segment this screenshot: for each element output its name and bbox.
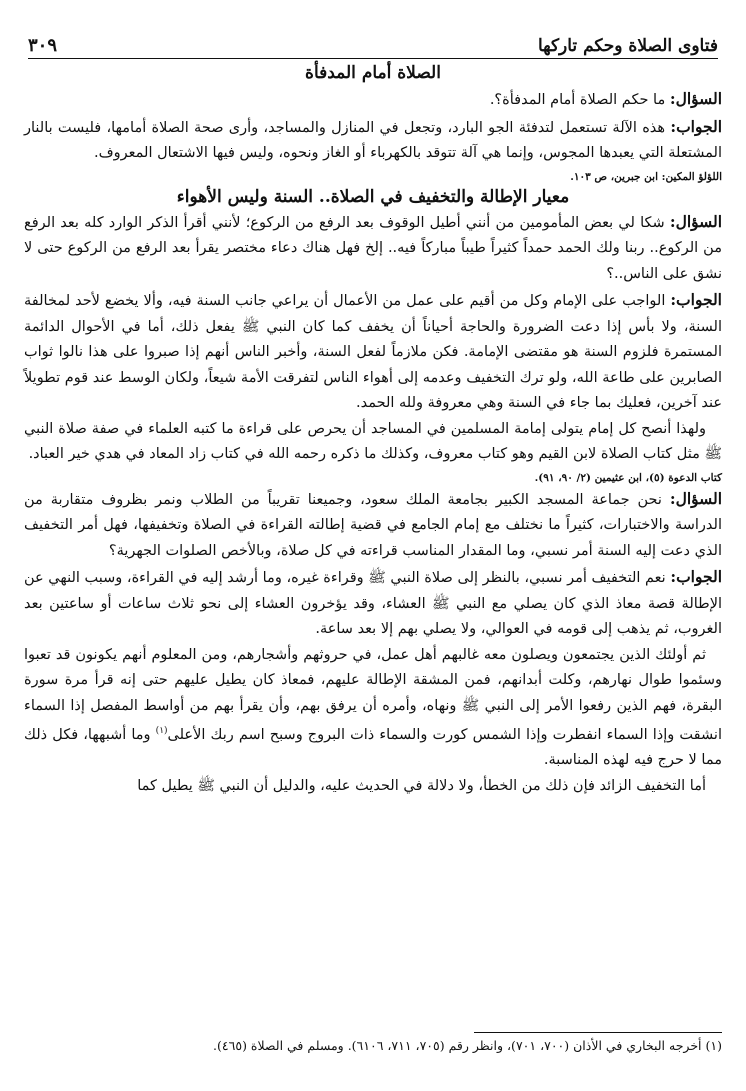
answer-label: الجواب:	[670, 116, 723, 136]
question-label: السؤال:	[669, 211, 723, 231]
paragraph-text: وما أشبهها، فكل ذلك مما لا حرج فيه لهذه المناسبة.	[24, 726, 722, 769]
answer-text: هذه الآلة تستعمل لتدفئة الجو البارد، وتجعل في المنازل والمساجد، وأرى صحة الصلاة أمامها، فليست بالنار المشتعلة التي يعبدها المجوس، وإنما هي آلة تتوقد بالكهرباء أو الغاز ونحوه، وليس فيها الاشتعال المعروف.	[24, 119, 722, 161]
page-body	[24, 60, 722, 799]
footnote-reference[interactable]: (١)	[155, 726, 168, 736]
footnote-divider	[474, 1032, 722, 1033]
answer-text: نعم التخفيف أمر نسبي، بالنظر إلى صلاة النبي ﷺ وقراءة غيره، وما أرشد إليه في القراءة، وسبب النهي عن الإطالة قصة معاذ الذي كان يصلي مع النبي ﷺ العشاء، وقد يؤخرون العشاء إلى نحو ثلاث ساعات أو ساعتين بعد الغروب، ثم يذهب إلى قومه في العوالي، ولا يصلي بهم إلا بعد ساعة.	[24, 570, 722, 637]
question-label: السؤال:	[669, 89, 722, 108]
page-header	[28, 26, 718, 59]
question-paragraph	[24, 209, 722, 288]
answer-paragraph	[24, 564, 722, 643]
answer-paragraph	[24, 287, 722, 417]
question-label: السؤال:	[669, 488, 723, 508]
question-paragraph	[24, 86, 722, 114]
running-title: فتاوى الصلاة وحكم تاركها	[537, 36, 718, 56]
body-paragraph	[24, 643, 722, 774]
question-text: شكا لي بعض المأمومين من أنني أطيل الوقوف بعد الرفع من الركوع؛ لأنني أقرأ الذكر الوارد كله بعد الرفع من الركوع.. ربنا ولك الحمد حمداً كثيراً طيباً مباركاً فيه.. إلخ فهل هناك دعاء مختصر يقرأ بعد الرفع من الركوع حتى لا نشق على الناس..؟	[24, 214, 722, 282]
footnote: (١) أخرجه البخاري في الأذان (٧٠٠، ٧٠١)، وانظر رقم (٧٠٥، ٧١١، ٦١٠٦). ومسلم في الصلاة (٤٦٥).	[213, 1038, 722, 1053]
answer-label: الجواب:	[670, 567, 723, 586]
advice-paragraph: ولهذا أنصح كل إمام يتولى إمامة المسلمين في المساجد أن يحرص على قراءة ما كتبه العلماء في صفة صلاة النبي ﷺ مثل كتاب الصلاة لابن القيم وهو كتاب معروف، وكذلك ما ذكره رحمه الله في كتاب زاد المعاد في هدي خير العباد.	[24, 420, 722, 462]
source-citation: كتاب الدعوة (٥)، ابن عثيمين (٢/ ٩٠، ٩١).	[534, 471, 722, 484]
page-number: ٣٠٩	[28, 35, 58, 56]
answer-paragraph	[24, 114, 722, 167]
answer-label: الجواب:	[670, 290, 722, 309]
section-title-prayer-length: معيار الإطالة والتخفيف في الصلاة.. السنة وليس الأهواء	[176, 186, 570, 207]
paragraph-text: ثم أولئك الذين يجتمعون ويصلون معه غالبهم أهل عمل، في حروثهم وأشجارهم، ومن المعلوم أنهم يكونون قد تعبوا وسئموا طوال نهارهم، وكلت أبدانهم، فمن المشقة الإطالة عليهم، فمعاذ كان يطيل عليهم حتى إنه قرأ مرة سورة البقرة، فهم الذين رفعوا الأمر إلى النبي ﷺ ونهاه، وأمره أن يرفق بهم، وأن يقرأ بهم من أواسط المفصل إذا السماء انشقت وإذا السماء انفطرت وإذا الشمس كورت والسماء ذات البروج وسبح اسم ربك الأعلى	[24, 646, 722, 743]
answer-text: الواجب على الإمام وكل من أقيم على عمل من الأعمال أن يراعي جانب السنة فيه، وألا يخضع لأحد لمخالفة السنة، ولا بأس إذا دعت الضرورة والحاجة أحياناً أن يخفف كما كان النبي ﷺ يفعل ذلك، أما في الأحوال الدائمة المستمرة فلزوم السنة هو مقتضى الإمامة. فكن ملازماً لفعل السنة، وأخبر الناس أنهم إذا صبروا على هذا نالوا ثواب الصابرين على طاعة الله، ولو ترك التخفيف وعدمه إلى أهواء الناس لتفرقت الأمة شيعاً، ولكان الوسط عند قوم تطويلاً عند آخرين، فعليك بما جاء في السنة وهي معروفة ولله الحمد.	[24, 293, 722, 411]
question-text: نحن جماعة المسجد الكبير بجامعة الملك سعود، وجميعنا تقريباً من الطلاب ونمر بظروف متقاربة من الدراسة والاختبارات، كثيراً ما نختلف مع إمام الجامع في قضية إطالته القراءة في الصلاة وتخفيفها، فهل أمر التخفيف الذي دعت إليه السنة أمر نسبي، وما المقدار المناسب قراءته في كل صلاة، وبالأخص الصلوات الجهرية؟	[24, 491, 722, 559]
question-paragraph	[24, 486, 722, 565]
question-text: ما حكم الصلاة أمام المدفأة؟.	[489, 92, 666, 108]
body-paragraph: أما التخفيف الزائد فإن ذلك من الخطأ، ولا دلالة في الحديث عليه، والدليل أن النبي ﷺ يطيل كما	[137, 777, 706, 794]
source-citation: اللؤلؤ المكين: ابن جبرين، ص ١٠٣.	[570, 170, 722, 183]
section-title-heater-prayer: الصلاة أمام المدفأة	[305, 63, 441, 83]
